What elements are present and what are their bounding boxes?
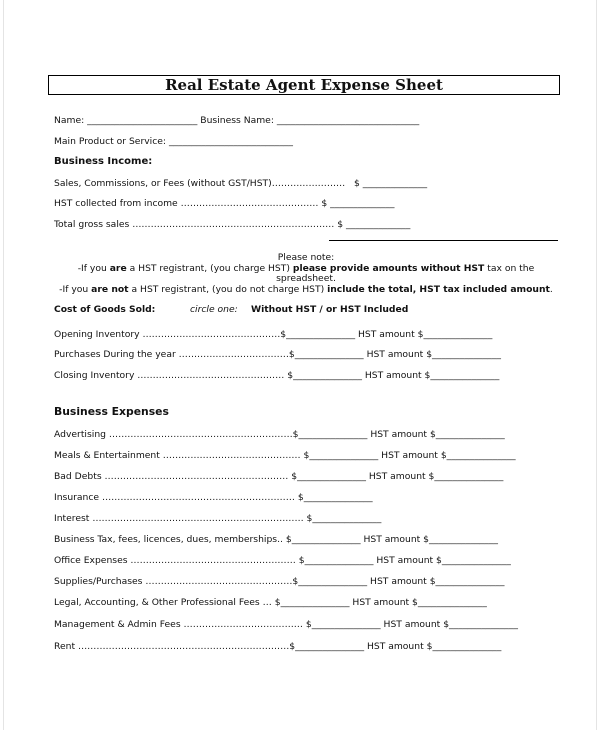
- business-expenses-heading: Business Expenses: [54, 405, 169, 418]
- management-admin-fees-field[interactable]: Management & Admin Fees ………………………………… $_______________ HST amount $_______________: [54, 619, 518, 630]
- opening-inventory-field[interactable]: Opening Inventory ………………………………………$_______________ HST amount $_______________: [54, 329, 493, 340]
- interest-field[interactable]: Interest …………………………………………………………… $_______________: [54, 513, 382, 524]
- note-line-2-bold-2: include the total, HST tax included amount: [327, 284, 550, 295]
- professional-fees-field[interactable]: Legal, Accounting, & Other Professional Fees … $_______________ HST amount $_______________: [54, 597, 487, 608]
- meals-entertainment-field[interactable]: Meals & Entertainment ……………………………………… $_______________ HST amount $_______________: [54, 450, 516, 461]
- note-line-1-continued: spreadsheet.: [276, 273, 336, 284]
- note-title: Please note:: [277, 252, 335, 263]
- supplies-purchases-field[interactable]: Supplies/Purchases …………………………………………$_______________ HST amount $_______________: [54, 576, 505, 587]
- note-line-2-bold-1: are not: [91, 284, 129, 295]
- page-edge-left: [3, 0, 4, 730]
- closing-inventory-field[interactable]: Closing Inventory ………………………………………… $_______________ HST amount $_______________: [54, 370, 500, 381]
- note-line-1-pre: -If you: [77, 263, 110, 274]
- page-edge-right: [596, 0, 597, 730]
- total-gross-sales-field[interactable]: Total gross sales ………………………………………………………… $ ______________: [54, 219, 411, 230]
- note-line-1-post: tax on the: [484, 263, 535, 274]
- note-line-2-mid: a HST registrant, (you do not charge HST): [128, 284, 328, 295]
- document-title: Real Estate Agent Expense Sheet: [48, 75, 560, 95]
- office-expenses-field[interactable]: Office Expenses ……………………………………………… $_______________ HST amount $_______________: [54, 555, 511, 566]
- hst-collected-field[interactable]: HST collected from income ……………………………………… $ ______________: [54, 198, 395, 209]
- note-line-1-mid: a HST registrant, (you charge HST): [126, 263, 293, 274]
- advertising-field[interactable]: Advertising ……………………………………………………$_______________ HST amount $_______________: [54, 429, 505, 440]
- business-tax-fees-field[interactable]: Business Tax, fees, licences, dues, memberships.. $_______________ HST amount $_______________: [54, 534, 498, 545]
- hst-option-choice[interactable]: Without HST / or HST Included: [251, 304, 409, 315]
- name-business-name-field[interactable]: Name: ________________________ Business Name: _______________________________: [54, 115, 420, 126]
- note-line-1-bold-2: please provide amounts without HST: [292, 263, 485, 274]
- note-line-2-post: .: [549, 284, 553, 295]
- cost-of-goods-heading: Cost of Goods Sold:: [54, 304, 156, 315]
- note-line-1-bold-1: are: [109, 263, 127, 274]
- sales-commissions-field[interactable]: Sales, Commissions, or Fees (without GST/HST)…………………… $ ______________: [54, 178, 428, 189]
- bad-debts-field[interactable]: Bad Debts …………………………………………………… $_______________ HST amount $_______________: [54, 471, 504, 482]
- rent-field[interactable]: Rent ……………………………………………………………$_______________ HST amount $_______________: [54, 641, 502, 652]
- purchases-during-year-field[interactable]: Purchases During the year ………………………………$_______________ HST amount $_______________: [54, 349, 501, 360]
- insurance-field[interactable]: Insurance ……………………………………………………… $_______________: [54, 492, 373, 503]
- circle-one-label: circle one:: [190, 304, 238, 315]
- divider-line: [329, 240, 558, 241]
- main-product-field[interactable]: Main Product or Service: ___________________________: [54, 136, 293, 147]
- note-line-2: [54, 284, 558, 295]
- business-income-heading: Business Income:: [54, 156, 153, 167]
- note-line-2-pre: -If you: [59, 284, 92, 295]
